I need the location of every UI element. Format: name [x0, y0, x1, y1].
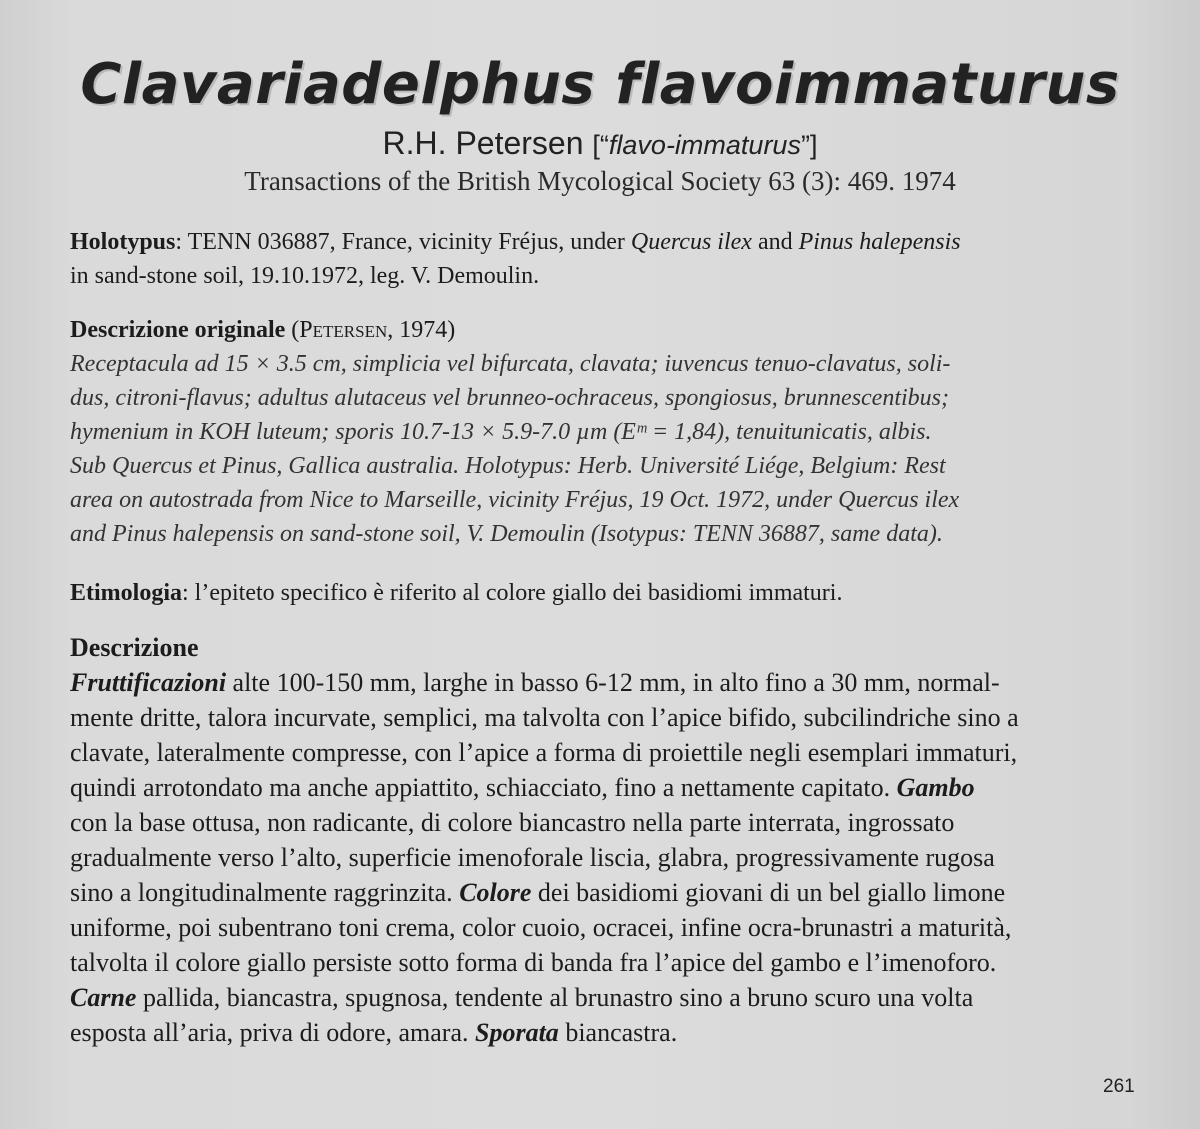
description-line: sino a longitudinalmente raggrinzita. Colore dei basidiomi giovani di un bel giallo limone — [70, 878, 1006, 907]
etymology-section: Etimologia: l’epiteto specifico è riferito al colore giallo dei basidiomi immaturi. — [70, 580, 843, 606]
holotypus-label: Holotypus — [70, 229, 176, 255]
holotypus-section — [70, 225, 1155, 293]
original-spelling: [“flavo-immaturus”] — [592, 130, 818, 160]
latin-line: area on autostrada from Nice to Marseille, vicinity Fréjus, 19 Oct. 1972, under Quercus ilex — [70, 487, 960, 513]
species-author — [0, 125, 1200, 162]
original-description-section — [70, 313, 1155, 551]
carne-label: Carne — [70, 983, 137, 1012]
description-line: uniforme, poi subentrano toni crema, color cuoio, ocracei, infine ocra-brunastri a maturità, — [70, 913, 1012, 942]
original-spelling-name: flavo-immaturus — [608, 130, 801, 160]
quercus-name: Quercus ilex — [630, 229, 752, 255]
page-number: 261 — [1103, 1076, 1135, 1097]
latin-line: Sub Quercus et Pinus, Gallica australia. Holotypus: Herb. Université Liége, Belgium: Rest — [70, 453, 946, 479]
author-name: R.H. Petersen — [382, 125, 584, 161]
description-line: clavate, lateralmente compresse, con l’apice a forma di proiettile negli esemplari immaturi, — [70, 738, 1018, 767]
publication-citation: Transactions of the British Mycological Society 63 (3): 469. 1974 — [244, 166, 956, 196]
original-description-heading: Descrizione originale (Petersen, 1974) — [70, 317, 456, 343]
etymology-text: l’epiteto specifico è riferito al colore giallo dei basidiomi immaturi. — [194, 580, 843, 606]
description-line: talvolta il colore giallo persiste sotto forma di banda fra l’apice del gambo e l’imenoforo. — [70, 948, 997, 977]
sporata-label: Sporata — [475, 1018, 559, 1047]
gambo-label: Gambo — [896, 773, 975, 802]
latin-line: dus, citroni-flavus; adultus alutaceus vel brunneo-ochraceus, spongiosus, brunnescentibus; — [70, 385, 949, 411]
description-line: esposta all’aria, priva di odore, amara. Sporata biancastra. — [70, 1018, 678, 1047]
species-title: Clavariadelphus flavoimmaturus — [80, 52, 1120, 117]
fruttificazioni-label: Fruttificazioni — [70, 668, 227, 697]
description-line: Carne pallida, biancastra, spugnosa, tendente al brunastro sino a bruno scuro una volta — [70, 983, 974, 1012]
pinus-name: Pinus halepensis — [798, 229, 961, 255]
reference-author: Petersen — [299, 317, 388, 343]
description-line: mente dritte, talora incurvate, semplici, ma talvolta con l’apice bifido, subcilindriche sino a — [70, 703, 1019, 732]
description-line: gradualmente verso l’alto, superficie imenoforale liscia, glabra, progressivamente rugosa — [70, 843, 995, 872]
holotypus-line-2: in sand-stone soil, 19.10.1972, leg. V. Demoulin. — [70, 263, 540, 289]
description-line: Fruttificazioni alte 100-150 mm, larghe in basso 6-12 mm, in alto fino a 30 mm, normal- — [70, 668, 1000, 697]
holotypus-line-1: Holotypus: TENN 036887, France, vicinity Fréjus, under Quercus ilex and Pinus halepensis — [70, 229, 961, 255]
description-line: quindi arrotondato ma anche appiattito, schiacciato, fino a nettamente capitato. Gambo — [70, 773, 975, 802]
colore-label: Colore — [459, 878, 532, 907]
etymology-label: Etimologia — [70, 580, 182, 606]
description-section — [70, 630, 1155, 1050]
description-line: con la base ottusa, non radicante, di colore biancastro nella parte interrata, ingrossato — [70, 808, 955, 837]
latin-line: and Pinus halepensis on sand-stone soil, V. Demoulin (Isotypus: TENN 36887, same data). — [70, 521, 943, 547]
latin-line: Receptacula ad 15 × 3.5 cm, simplicia vel bifurcata, clavata; iuvencus tenuo-clavatus, soli- — [70, 351, 951, 377]
latin-line: hymenium in KOH luteum; sporis 10.7-13 × 5.9-7.0 µm (Eᵐ = 1,84), tenuitunicatis, albis. — [70, 419, 932, 445]
description-heading: Descrizione — [70, 633, 199, 662]
